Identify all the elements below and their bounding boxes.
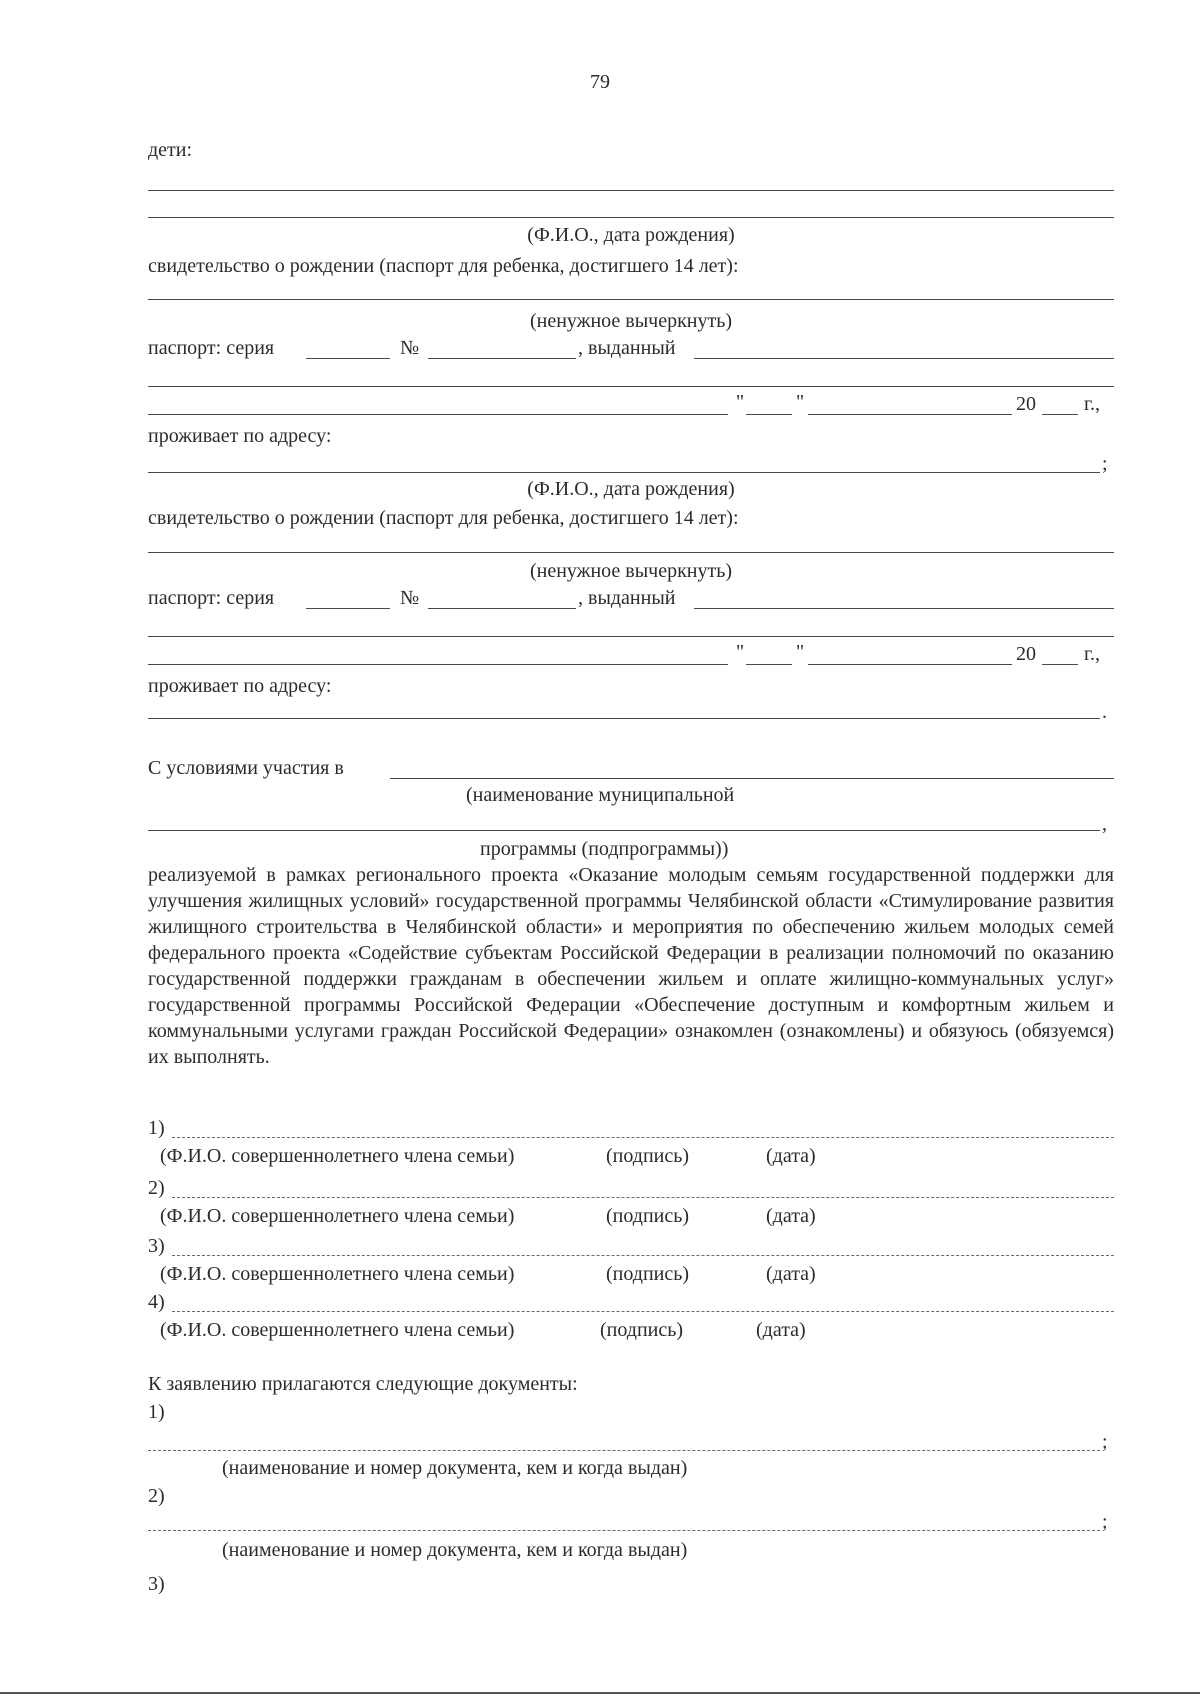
children-line-1[interactable] — [148, 190, 1114, 191]
quote-open: " — [736, 641, 745, 663]
passport-number-field[interactable] — [428, 608, 576, 609]
page-number: 79 — [590, 71, 610, 93]
issued-by-field[interactable] — [694, 608, 1114, 609]
comma: , — [1102, 813, 1107, 835]
fio-caption: (Ф.И.О. совершеннолетнего члена семьи) — [160, 1145, 515, 1167]
doc-caption: (наименование и номер документа, кем и когда выдан) — [222, 1457, 688, 1479]
fio-caption: (Ф.И.О. совершеннолетнего члена семьи) — [160, 1205, 515, 1227]
passport-number-field[interactable] — [428, 358, 576, 359]
passport-series-field[interactable] — [306, 358, 390, 359]
period: . — [1102, 701, 1107, 723]
attachments-label: К заявлению прилагаются следующие документы: — [148, 1373, 578, 1395]
signature-line[interactable] — [172, 1137, 1114, 1138]
passport-series-label: паспорт: серия — [148, 587, 275, 609]
attachment-line[interactable] — [148, 1530, 1100, 1531]
birth-cert-line[interactable] — [148, 552, 1114, 553]
year-prefix: 20 — [1016, 393, 1036, 415]
birth-cert-label: свидетельство о рождении (паспорт для ребенка, достигшего 14 лет): — [148, 507, 739, 529]
children-line-2[interactable] — [148, 217, 1114, 218]
semicolon: ; — [1102, 1511, 1108, 1533]
birth-cert-label: свидетельство о рождении (паспорт для ребенка, достигшего 14 лет): — [148, 255, 739, 277]
issued-by-line-2[interactable] — [148, 386, 1114, 387]
residence-line[interactable] — [148, 472, 1100, 473]
issue-month-field[interactable] — [808, 664, 1012, 665]
year-suffix: г., — [1084, 393, 1100, 415]
signature-line[interactable] — [172, 1255, 1114, 1256]
date-caption: (дата) — [766, 1145, 816, 1167]
children-label: дети: — [148, 139, 193, 161]
body-paragraph: реализуемой в рамках регионального проекта «Оказание молодым семьям государственной поддержки для улучшения жилищных условий» государственной программы Челябинской области «Стимулирование развития жилищного строительства в Челябинской области» и мероприятия по обеспечению жильем молодых семей федерального проекта «Содействие субъектам Российской Федерации в реализации полномочий по оказанию государственной поддержки гражданам в обеспечении жильем и оплате жилищно-коммунальных услуг» государственной программы Российской Федерации «Обеспечение доступным и комфортным жильем и коммунальными услугами граждан Российской Федерации» ознакомлен (ознакомлены) и обязуюсь (обязуемся) их выполнять. — [148, 864, 1114, 1068]
signature-line[interactable] — [172, 1197, 1114, 1198]
doc-caption: (наименование и номер документа, кем и когда выдан) — [222, 1539, 688, 1561]
issued-by-line-2[interactable] — [148, 636, 1114, 637]
signature-caption: (подпись) — [606, 1205, 690, 1227]
attachment-item-number: 1) — [148, 1401, 165, 1423]
conditions-label: С условиями участия в — [148, 757, 344, 779]
number-sign: № — [400, 587, 420, 609]
issued-by-field[interactable] — [694, 358, 1114, 359]
residence-label: проживает по адресу: — [148, 425, 332, 447]
issue-day-field[interactable] — [746, 414, 792, 415]
year-suffix: г., — [1084, 643, 1100, 665]
strike-caption: (ненужное вычеркнуть) — [529, 560, 733, 582]
semicolon: ; — [1102, 1431, 1108, 1453]
program-caption-1: (наименование муниципальной — [466, 784, 735, 806]
issue-day-field[interactable] — [746, 664, 792, 665]
fio-dob-caption: (Ф.И.О., дата рождения) — [527, 478, 735, 500]
fio-caption: (Ф.И.О. совершеннолетнего члена семьи) — [160, 1319, 515, 1341]
fio-caption: (Ф.И.О. совершеннолетнего члена семьи) — [160, 1263, 515, 1285]
signature-item-number: 4) — [148, 1291, 165, 1313]
attachment-line[interactable] — [148, 1450, 1100, 1451]
program-name-line-2[interactable] — [148, 830, 1100, 831]
residence-line[interactable] — [148, 718, 1100, 719]
signature-item-number: 1) — [148, 1117, 165, 1139]
attachment-item-number: 3) — [148, 1573, 165, 1595]
quote-close: " — [796, 641, 805, 663]
passport-series-field[interactable] — [306, 608, 390, 609]
quote-close: " — [796, 391, 805, 413]
strike-caption: (ненужное вычеркнуть) — [529, 310, 733, 332]
issue-month-field[interactable] — [808, 414, 1012, 415]
program-caption-2: программы (подпрограммы)) — [480, 838, 729, 860]
program-name-field[interactable] — [390, 778, 1114, 779]
signature-item-number: 2) — [148, 1177, 165, 1199]
attachment-item-number: 2) — [148, 1485, 165, 1507]
semicolon: ; — [1102, 453, 1108, 475]
year-prefix: 20 — [1016, 643, 1036, 665]
date-caption: (дата) — [766, 1263, 816, 1285]
issued-label: , выданный — [578, 337, 676, 359]
birth-cert-line[interactable] — [148, 299, 1114, 300]
date-caption: (дата) — [756, 1319, 806, 1341]
signature-line[interactable] — [172, 1311, 1114, 1312]
passport-series-label: паспорт: серия — [148, 337, 275, 359]
page-bottom-edge — [0, 1692, 1200, 1694]
fio-dob-caption: (Ф.И.О., дата рождения) — [527, 224, 735, 246]
signature-caption: (подпись) — [606, 1145, 690, 1167]
issued-label: , выданный — [578, 587, 676, 609]
date-caption: (дата) — [766, 1205, 816, 1227]
issued-by-line-3[interactable] — [148, 664, 728, 665]
signature-caption: (подпись) — [600, 1319, 684, 1341]
issued-by-line-3[interactable] — [148, 414, 728, 415]
issue-year-field[interactable] — [1042, 414, 1078, 415]
number-sign: № — [400, 337, 420, 359]
signature-item-number: 3) — [148, 1235, 165, 1257]
issue-year-field[interactable] — [1042, 664, 1078, 665]
signature-caption: (подпись) — [606, 1263, 690, 1285]
residence-label: проживает по адресу: — [148, 675, 332, 697]
quote-open: " — [736, 391, 745, 413]
